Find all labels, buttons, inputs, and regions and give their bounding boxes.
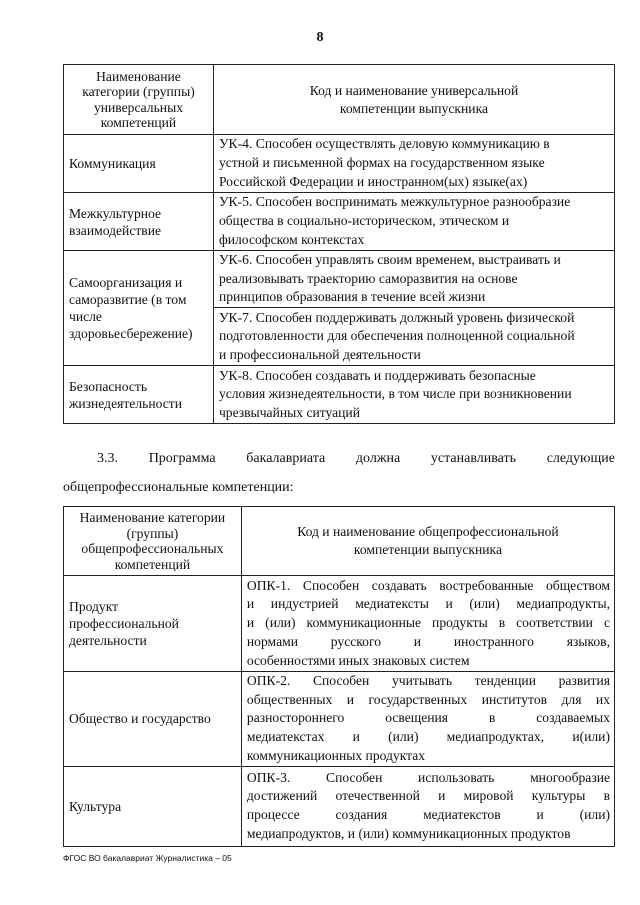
competence-cell: ОПК-1. Способен создавать востребованные обществом и индустрией медиатексты и (или) медиапродукты, и (или) коммуникационные продукты в соответствии с нормами русского и иностранного языков, особенностями иных знаковых систем xyxy=(241,576,614,672)
header-category-cell: Наименование категории (группы) универсальных компетенций xyxy=(64,65,214,135)
category-cell: Безопасность жизнедеятельности xyxy=(64,366,214,424)
header-code-cell: Код и наименование универсальной компетенции выпускника xyxy=(213,65,614,135)
competence-cell: ОПК-2. Способен учитывать тенденции развития общественных и государственных институтов для их разностороннего освещения в создаваемых медиатекстах и (или) медиапродуктах, и(или) коммуникационных продуктах xyxy=(241,672,614,767)
category-cell: Межкультурное взаимодействие xyxy=(64,193,214,251)
competence-cell: ОПК-3. Способен использовать многообразие достижений отечественной и мировой культуры в процессе создания медиатекстов и (или) медиапродуктов, и (или) коммуникационных продуктов xyxy=(241,766,614,846)
competence-cell: УК-6. Способен управлять своим временем, выстраивать и реализовывать траекторию саморазвития на основе принципов образования в течение всей жизни xyxy=(213,251,614,308)
page-number: 8 xyxy=(316,30,324,45)
table-row xyxy=(64,135,615,193)
table-row xyxy=(64,251,615,308)
section-heading-line: 3.3. Программа бакалавриата должна устанавливать следующие xyxy=(97,451,615,466)
category-cell: Продукт профессиональной деятельности xyxy=(64,576,242,672)
category-cell: Самоорганизация и саморазвитие (в том числе здоровьесбережение) xyxy=(64,251,214,366)
table-row xyxy=(64,672,615,767)
table-row xyxy=(64,766,615,846)
table-header-row xyxy=(64,65,615,135)
category-cell: Коммуникация xyxy=(64,135,214,193)
header-category-cell: Наименование категории (группы) общепрофессиональных компетенций xyxy=(64,507,242,576)
table-row xyxy=(64,366,615,424)
competence-cell: УК-4. Способен осуществлять деловую коммуникацию в устной и письменной формах на государственном языке Российской Федерации и иностранном(ых) языке(ах) xyxy=(213,135,614,193)
table-row xyxy=(64,576,615,672)
universal-competencies-table xyxy=(63,64,615,424)
table-row xyxy=(64,193,615,251)
table-header-row xyxy=(64,507,615,576)
general-professional-competencies-table xyxy=(63,506,615,847)
header-code-cell: Код и наименование общепрофессиональной компетенции выпускника xyxy=(241,507,614,576)
category-cell: Культура xyxy=(64,766,242,846)
footer-note: ФГОС ВО бакалавриат Журналистика – 05 xyxy=(63,853,232,863)
competence-cell: УК-5. Способен воспринимать межкультурное разнообразие общества в социально-историческом, этическом и философском контекстах xyxy=(213,193,614,251)
competence-cell: УК-7. Способен поддерживать должный уровень физической подготовленности для обеспечения полноценной социальной и профессиональной деятельности xyxy=(213,308,614,366)
category-cell: Общество и государство xyxy=(64,672,242,767)
competence-cell: УК-8. Способен создавать и поддерживать безопасные условия жизнедеятельности, в том числе при возникновении чрезвычайных ситуаций xyxy=(213,366,614,424)
section-text-line: общепрофессиональные компетенции: xyxy=(63,480,294,495)
